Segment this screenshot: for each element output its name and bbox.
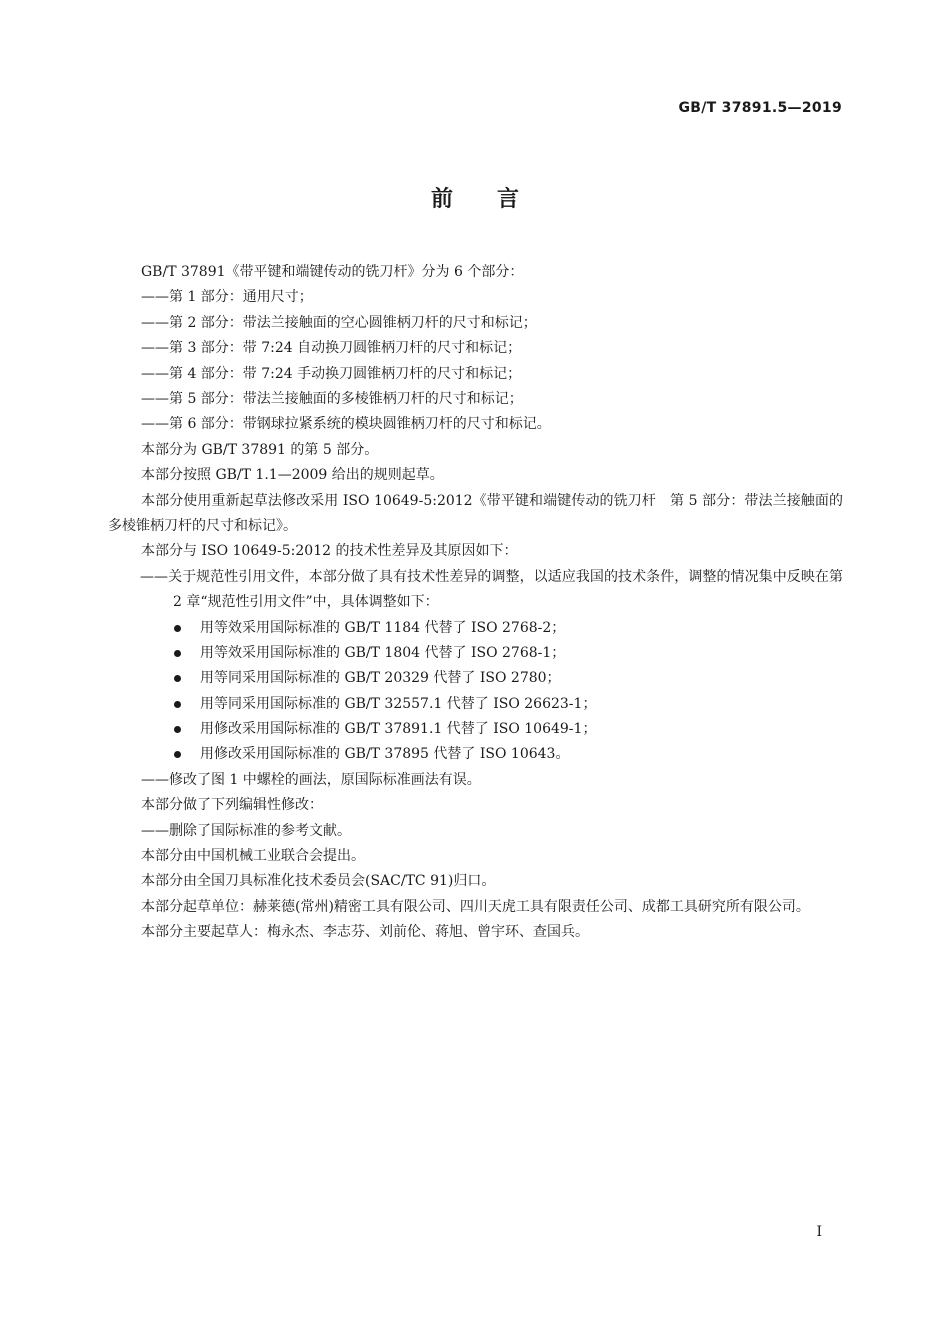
- bullet-text: 用等同采用国际标准的 GB/T 20329 代替了 ISO 2780；: [200, 670, 561, 687]
- page-number: I: [816, 1224, 822, 1240]
- bullet-text: 用等效采用国际标准的 GB/T 1184 代替了 ISO 2768-2；: [200, 619, 566, 636]
- paragraph-proposed-by: 本部分由中国机械工业联合会提出。: [141, 848, 365, 865]
- paragraph-centralized-by: 本部分由全国刀具标准化技术委员会(SAC/TC 91)归口。: [141, 873, 496, 890]
- paragraph-drafting-units: 本部分起草单位：赫莱德(常州)精密工具有限公司、四川天虎工具有限责任公司、成都工具研究所有限公司。: [141, 898, 810, 915]
- bullet-text: 用修改采用国际标准的 GB/T 37891.1 代替了 ISO 10649-1；: [200, 721, 597, 738]
- page-title: 前言: [430, 187, 563, 212]
- paragraph-drafting-rules: 本部分按照 GB/T 1.1—2009 给出的规则起草。: [141, 467, 444, 484]
- paragraph-adoption: 本部分使用重新起草法修改采用 ISO 10649-5:2012《带平键和端键传动的铣刀杆 第 5 部分：带法兰接触面的多棱锥柄刀杆的尺寸和标记》。: [108, 492, 843, 534]
- difference-item: ——修改了图 1 中螺栓的画法，原国际标准画法有误。: [141, 771, 481, 788]
- paragraph-editorial-intro: 本部分做了下列编辑性修改：: [141, 797, 323, 814]
- bullet-list-item: [108, 692, 843, 717]
- paragraph-differences-intro: 本部分与 ISO 10649-5:2012 的技术性差异及其原因如下：: [141, 543, 518, 560]
- part-list-item: ——第 3 部分：带 7:24 自动换刀圆锥柄刀杆的尺寸和标记；: [141, 340, 522, 357]
- part-list-item: ——第 4 部分：带 7:24 手动换刀圆锥柄刀杆的尺寸和标记；: [141, 365, 522, 382]
- bullet-text: 用等同采用国际标准的 GB/T 32557.1 代替了 ISO 26623-1；: [200, 695, 597, 712]
- bullet-list-item: [108, 666, 843, 691]
- bullet-list-item: [108, 616, 843, 641]
- difference-item: ——关于规范性引用文件，本部分做了具有技术性差异的调整，以适应我国的技术条件，调整的情况集中反映在第 2 章“规范性引用文件”中，具体调整如下：: [140, 568, 843, 611]
- part-list-item: ——第 6 部分：带钢球拉紧系统的模块圆锥柄刀杆的尺寸和标记。: [141, 416, 551, 433]
- part-list-item: ——第 5 部分：带法兰接触面的多棱锥柄刀杆的尺寸和标记；: [141, 390, 523, 407]
- bullet-icon: [174, 650, 181, 657]
- bullet-list-item: [108, 742, 843, 767]
- bullet-text: 用修改采用国际标准的 GB/T 37895 代替了 ISO 10643。: [200, 746, 570, 763]
- bullet-list-item: [108, 717, 843, 742]
- part-list-item: ——第 2 部分：带法兰接触面的空心圆锥柄刀杆的尺寸和标记；: [141, 314, 537, 331]
- bullet-icon: [174, 625, 181, 632]
- foreword-body: [108, 260, 843, 946]
- paragraph-this-part: 本部分为 GB/T 37891 的第 5 部分。: [141, 441, 379, 458]
- bullet-list-item: [108, 641, 843, 666]
- part-list-item: ——第 1 部分：通用尺寸；: [141, 289, 313, 306]
- bullet-text: 用等效采用国际标准的 GB/T 1804 代替了 ISO 2768-1；: [200, 644, 566, 661]
- bullet-icon: [174, 701, 181, 708]
- standard-code: GB/T 37891.5—2019: [678, 100, 842, 116]
- editorial-item: ——删除了国际标准的参考文献。: [141, 822, 351, 839]
- paragraph-intro: GB/T 37891《带平键和端键传动的铣刀杆》分为 6 个部分：: [141, 264, 524, 280]
- paragraph-drafters: 本部分主要起草人：梅永杰、李志芬、刘前伦、蒋旭、曾宇环、查国兵。: [141, 924, 589, 941]
